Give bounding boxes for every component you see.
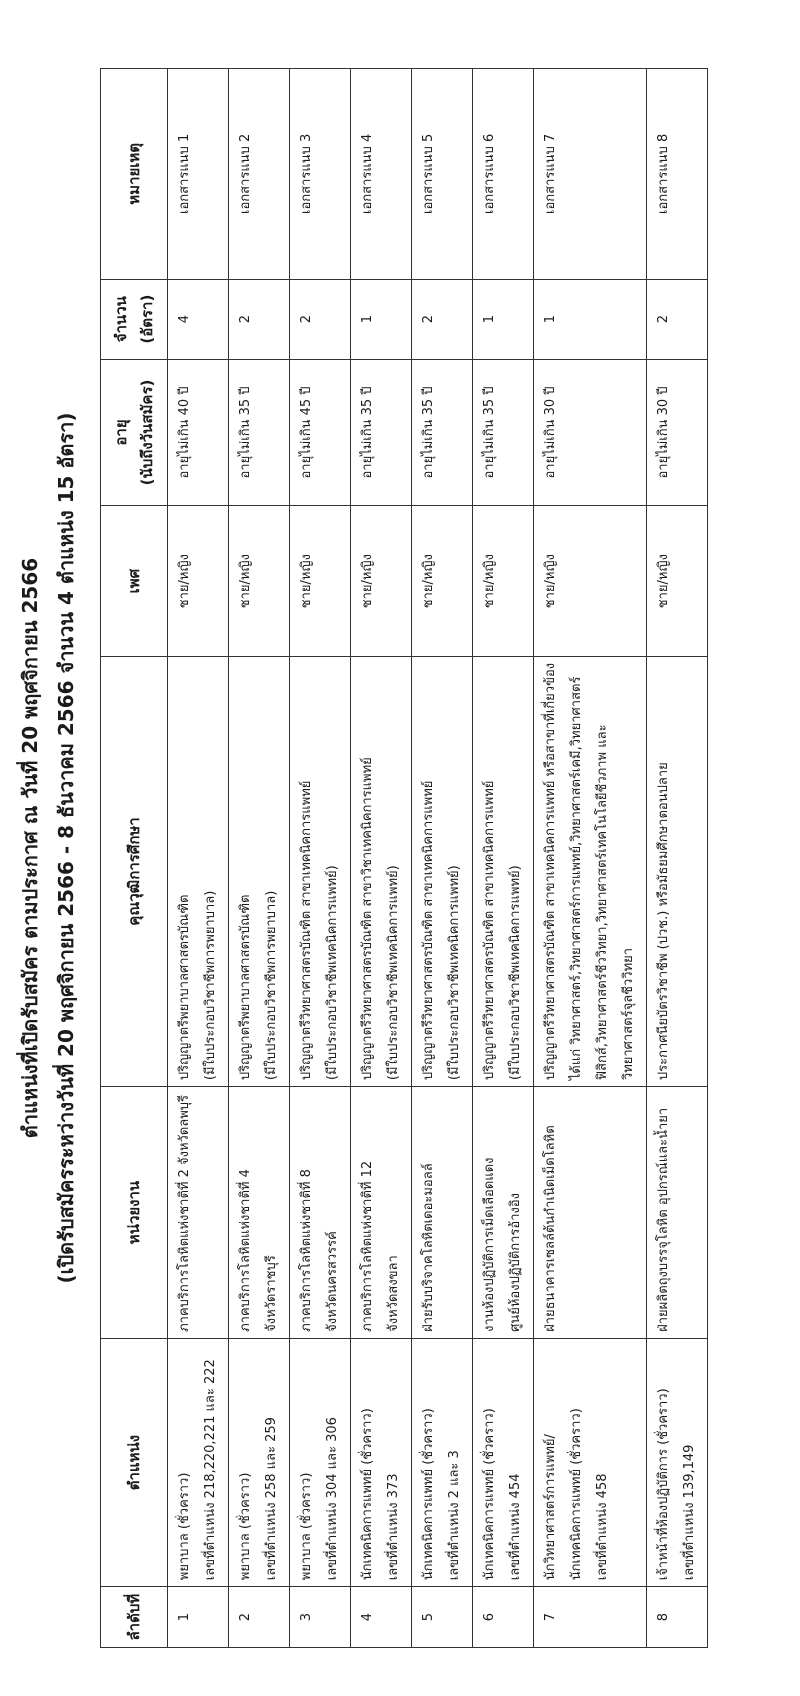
table-row [647, 69, 708, 1648]
cell-no [473, 1587, 534, 1648]
cell-position-line: นักเทคนิคการแพทย์ (ชั่วคราว) [360, 1408, 375, 1581]
cell-remark [534, 69, 647, 280]
cell-qualification-line: ปริญญาตรีวิทยาศาสตรบัณฑิต สาขาเทคนิคการแพทย์ [482, 780, 497, 1081]
cell-no-line: 2 [238, 1612, 253, 1622]
cell-position-line: นักเทคนิคการแพทย์ (ชั่วคราว) [421, 1408, 436, 1581]
cell-gender-line: ชาย/หญิง [421, 554, 436, 609]
cell-no-line: 4 [360, 1612, 375, 1622]
cell-position [534, 1338, 647, 1586]
cell-gender-line: ชาย/หญิง [360, 554, 375, 609]
cell-remark-line: เอกสารแนบ 8 [656, 133, 671, 214]
cell-count [473, 279, 534, 359]
cell-position-line: เลขที่ตำแหน่ง 373 [386, 1473, 401, 1581]
header-count [101, 279, 168, 359]
positions-table [100, 68, 708, 1648]
cell-gender-line: ชาย/หญิง [543, 554, 558, 609]
cell-unit [534, 1087, 647, 1339]
cell-remark [647, 69, 708, 280]
cell-position [412, 1338, 473, 1586]
cell-count [168, 279, 229, 359]
cell-qualification-line: ปริญญาตรีวิทยาศาสตรบัณฑิต สาขาเทคนิคการแพทย์ หรือสาขาที่เกี่ยวข้อง [543, 662, 558, 1081]
cell-gender [290, 506, 351, 656]
cell-age [473, 359, 534, 506]
cell-position [647, 1338, 708, 1586]
table-row [229, 69, 290, 1648]
cell-position [473, 1338, 534, 1586]
cell-qualification-line: (มีใบประกอบวิชาชีพเทคนิคการแพทย์) [325, 865, 340, 1081]
cell-qualification-line: ได้แก่ วิทยาศาสตร์,วิทยาศาสตร์การแพทย์,วิทยาศาสตร์เคมี,วิทยาศาสตร์ [569, 676, 584, 1081]
cell-remark [412, 69, 473, 280]
cell-count-line: 2 [299, 314, 314, 324]
cell-remark-line: เอกสารแนบ 2 [238, 133, 253, 214]
cell-qualification-line: (มีใบประกอบวิชาชีพเทคนิคการแพทย์) [508, 865, 523, 1081]
cell-qualification [412, 656, 473, 1086]
cell-unit [473, 1087, 534, 1339]
cell-age-line: อายุไม่เกิน 35 ปี [238, 386, 253, 479]
cell-count-line: 2 [238, 314, 253, 324]
cell-count-line: 1 [360, 314, 375, 324]
cell-age-line: อายุไม่เกิน 30 ปี [656, 386, 671, 479]
cell-position-line: พยาบาล (ชั่วคราว) [177, 1472, 192, 1581]
cell-remark [290, 69, 351, 280]
cell-position-line: นักวิทยาศาสตร์การแพทย์/ [543, 1434, 558, 1581]
cell-position-line: เลขที่ตำแหน่ง 458 [595, 1473, 610, 1581]
cell-unit-line: จังหวัดสงขลา [386, 1255, 401, 1332]
cell-remark [473, 69, 534, 280]
header-no: ลำดับที่ [101, 1587, 168, 1648]
cell-no [229, 1587, 290, 1648]
cell-position-line: พยาบาล (ชั่วคราว) [299, 1472, 314, 1581]
cell-count-line: 4 [177, 314, 192, 324]
table-row [534, 69, 647, 1648]
document-title: ตำแหน่งที่เปิดรับสมัคร ตามประกาศ ณ วันที่ 20 พฤศจิกายน 2566 [18, 557, 42, 1139]
table-row [412, 69, 473, 1648]
cell-no [534, 1587, 647, 1648]
cell-no-line: 5 [421, 1612, 436, 1622]
cell-remark-line: เอกสารแนบ 3 [299, 133, 314, 214]
header-age-line1: อายุ [112, 419, 130, 446]
cell-age [534, 359, 647, 506]
cell-count [351, 279, 412, 359]
header-count-line1: จำนวน [112, 296, 130, 343]
cell-age-line: อายุไม่เกิน 35 ปี [482, 386, 497, 479]
cell-no-line: 3 [299, 1612, 314, 1622]
cell-position [229, 1338, 290, 1586]
table-row [290, 69, 351, 1648]
cell-unit-line: งานห้องปฏิบัติการเม็ดเลือดแดง [482, 1157, 497, 1332]
cell-no [168, 1587, 229, 1648]
cell-position-line: เลขที่ตำแหน่ง 139,149 [682, 1444, 697, 1581]
cell-count-line: 2 [421, 314, 436, 324]
cell-qualification-line: ฟิสิกส์,วิทยาศาสตร์ชีววิทยา,วิทยาศาสตร์เทคโนโลยีชีวภาพ และ [595, 724, 610, 1081]
cell-gender [351, 506, 412, 656]
cell-unit-line: ภาคบริการโลหิตแห่งชาติที่ 8 [299, 1169, 314, 1332]
cell-unit-line: ภาคบริการโลหิตแห่งชาติที่ 12 [360, 1160, 375, 1332]
cell-remark-line: เอกสารแนบ 1 [177, 133, 192, 214]
cell-qualification-line: ประกาศนียบัตรวิชาชีพ (ปวช.) หรือมัธยมศึกษาตอนปลาย [656, 762, 671, 1081]
cell-qualification [168, 656, 229, 1086]
cell-unit [168, 1087, 229, 1339]
cell-position [168, 1338, 229, 1586]
cell-remark-line: เอกสารแนบ 4 [360, 133, 375, 214]
header-qualification: คุณวุฒิการศึกษา [101, 656, 168, 1086]
cell-unit [229, 1087, 290, 1339]
cell-gender [168, 506, 229, 656]
cell-no [351, 1587, 412, 1648]
cell-position-line: นักเทคนิคการแพทย์ (ชั่วคราว) [569, 1408, 584, 1581]
header-gender: เพศ [101, 506, 168, 656]
cell-gender [229, 506, 290, 656]
cell-count [229, 279, 290, 359]
cell-no [412, 1587, 473, 1648]
cell-qualification-line: ปริญญาตรีพยาบาลศาสตรบัณฑิต [177, 894, 192, 1081]
cell-unit [647, 1087, 708, 1339]
cell-qualification [534, 656, 647, 1086]
cell-unit-line: ภาคบริการโลหิตแห่งชาติที่ 4 [238, 1169, 253, 1332]
cell-unit [351, 1087, 412, 1339]
cell-age [229, 359, 290, 506]
cell-qualification-line: ปริญญาตรีวิทยาศาสตรบัณฑิต สาขาเทคนิคการแพทย์ [421, 780, 436, 1081]
cell-gender-line: ชาย/หญิง [482, 554, 497, 609]
cell-position-line: เลขที่ตำแหน่ง 218,220,221 และ 222 [203, 1359, 218, 1581]
cell-count [647, 279, 708, 359]
cell-remark [351, 69, 412, 280]
cell-age-line: อายุไม่เกิน 35 ปี [360, 386, 375, 479]
cell-age-line: อายุไม่เกิน 45 ปี [299, 386, 314, 479]
cell-count-line: 2 [656, 314, 671, 324]
cell-gender [647, 506, 708, 656]
cell-age [290, 359, 351, 506]
cell-qualification-line: (มีใบประกอบวิชาชีพเทคนิคการแพทย์) [447, 865, 462, 1081]
cell-unit-line: ภาคบริการโลหิตแห่งชาติที่ 2 จังหวัดลพบุรี [177, 1094, 192, 1332]
cell-gender [534, 506, 647, 656]
cell-count-line: 1 [543, 314, 558, 324]
header-count-line2: (อัตรา) [138, 294, 156, 344]
cell-no [290, 1587, 351, 1648]
cell-unit-line: ฝ่ายผลิตถุงบรรจุโลหิต อุปกรณ์และน้ำยา [656, 1107, 671, 1332]
cell-position-line: เลขที่ตำแหน่ง 258 และ 259 [264, 1417, 279, 1581]
cell-qualification [290, 656, 351, 1086]
cell-age [412, 359, 473, 506]
cell-count [290, 279, 351, 359]
cell-qualification-line: (มีใบประกอบวิชาชีพการพยาบาล) [264, 890, 279, 1081]
cell-gender [473, 506, 534, 656]
document-subtitle: (เปิดรับสมัครระหว่างวันที่ 20 พฤศจิกายน 2566 - 8 ธันวาคม 2566 จำนวน 4 ตำแหน่ง 15 อัตรา) [54, 412, 78, 1284]
cell-position [351, 1338, 412, 1586]
cell-position [290, 1338, 351, 1586]
cell-no-line: 6 [482, 1612, 497, 1622]
cell-count [534, 279, 647, 359]
cell-no [647, 1587, 708, 1648]
cell-qualification-line: ปริญญาตรีพยาบาลศาสตรบัณฑิต [238, 894, 253, 1081]
cell-unit-line: ฝ่ายรับบริจาคโลหิตเดอะมอลล์ [421, 1163, 436, 1332]
header-unit: หน่วยงาน [101, 1087, 168, 1339]
cell-position-line: เลขที่ตำแหน่ง 2 และ 3 [447, 1450, 462, 1581]
table-row [473, 69, 534, 1648]
cell-qualification-line: ปริญญาตรีวิทยาศาสตรบัณฑิต สาขาวิชาเทคนิคการแพทย์ [360, 757, 375, 1081]
cell-no-line: 1 [177, 1612, 192, 1622]
cell-gender-line: ชาย/หญิง [656, 554, 671, 609]
header-position: ตำแหน่ง [101, 1338, 168, 1586]
cell-qualification-line: ปริญญาตรีวิทยาศาสตรบัณฑิต สาขาเทคนิคการแพทย์ [299, 780, 314, 1081]
cell-gender-line: ชาย/หญิง [238, 554, 253, 609]
cell-age [647, 359, 708, 506]
cell-age [168, 359, 229, 506]
cell-no-line: 7 [543, 1612, 558, 1622]
cell-position-line: นักเทคนิคการแพทย์ (ชั่วคราว) [482, 1408, 497, 1581]
cell-age-line: อายุไม่เกิน 40 ปี [177, 386, 192, 479]
cell-qualification [473, 656, 534, 1086]
cell-gender [412, 506, 473, 656]
cell-remark [229, 69, 290, 280]
cell-remark-line: เอกสารแนบ 7 [543, 133, 558, 214]
cell-position-line: เลขที่ตำแหน่ง 304 และ 306 [325, 1417, 340, 1581]
cell-qualification-line: (มีใบประกอบวิชาชีพเทคนิคการแพทย์) [386, 865, 401, 1081]
cell-age-line: อายุไม่เกิน 35 ปี [421, 386, 436, 479]
cell-unit-line: ศูนย์ห้องปฏิบัติการอ้างอิง [508, 1192, 523, 1332]
cell-count-line: 1 [482, 314, 497, 324]
cell-unit-line: จังหวัดนครสวรรค์ [325, 1231, 340, 1332]
cell-gender-line: ชาย/หญิง [299, 554, 314, 609]
cell-position-line: เลขที่ตำแหน่ง 454 [508, 1473, 523, 1581]
header-age [101, 359, 168, 506]
cell-count [412, 279, 473, 359]
table-row [168, 69, 229, 1648]
cell-qualification [647, 656, 708, 1086]
cell-qualification [351, 656, 412, 1086]
cell-age [351, 359, 412, 506]
cell-unit-line: ฝ่ายธนาคารเซลล์ต้นกำเนิดเม็ดโลหิต [543, 1125, 558, 1332]
cell-qualification-line: (มีใบประกอบวิชาชีพการพยาบาล) [203, 890, 218, 1081]
header-remark: หมายเหตุ [101, 69, 168, 280]
table-header-row [101, 69, 168, 1648]
cell-position-line: พยาบาล (ชั่วคราว) [238, 1472, 253, 1581]
header-age-line2: (นับถึงวันสมัคร) [138, 379, 156, 486]
cell-remark [168, 69, 229, 280]
cell-gender-line: ชาย/หญิง [177, 554, 192, 609]
cell-position-line: เจ้าหน้าที่ห้องปฏิบัติการ (ชั่วคราว) [656, 1388, 671, 1581]
cell-unit [290, 1087, 351, 1339]
cell-remark-line: เอกสารแนบ 5 [421, 133, 436, 214]
cell-qualification-line: วิทยาศาสตร์จุลชีววิทยา [621, 947, 636, 1081]
cell-remark-line: เอกสารแนบ 6 [482, 133, 497, 214]
cell-unit [412, 1087, 473, 1339]
cell-unit-line: จังหวัดราชบุรี [264, 1255, 279, 1332]
table-row [351, 69, 412, 1648]
cell-qualification [229, 656, 290, 1086]
cell-no-line: 8 [656, 1612, 671, 1622]
cell-age-line: อายุไม่เกิน 30 ปี [543, 386, 558, 479]
